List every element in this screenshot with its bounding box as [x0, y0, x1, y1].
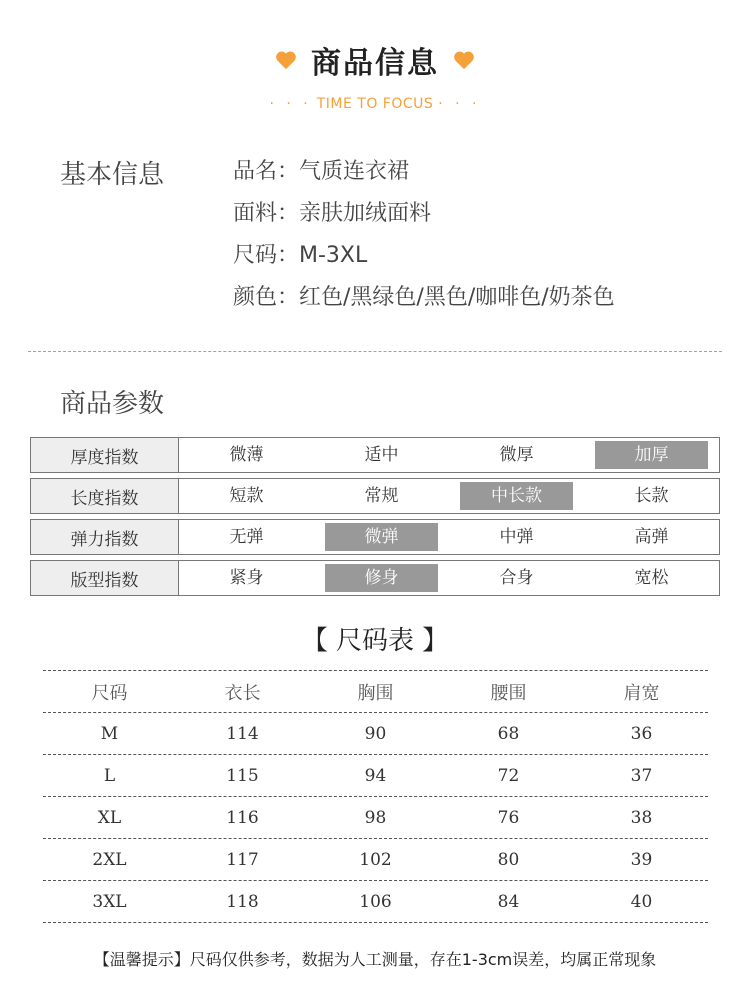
param-option: 宽松 — [634, 568, 669, 588]
table-cell: 84 — [497, 891, 520, 912]
param-option: 适中 — [364, 445, 399, 465]
table-cell: 37 — [630, 765, 653, 786]
header — [0, 38, 750, 112]
param-option-selected: 加厚 — [584, 438, 719, 472]
column-header: 衣长 — [224, 682, 261, 704]
param-option-selected: 中长款 — [449, 479, 584, 513]
param-name: 版型指数 — [31, 561, 179, 595]
param-option-selected: 微弹 — [314, 520, 449, 554]
param-option: 合身 — [499, 568, 534, 588]
table-row — [43, 713, 708, 755]
column-header: 胸围 — [357, 682, 394, 704]
table-cell: 115 — [226, 765, 259, 786]
basic-info-heading: 基本信息 — [60, 160, 165, 190]
table-cell: M — [100, 723, 119, 744]
table-cell: 38 — [630, 807, 653, 828]
info-row-size: 尺码：M-3XL — [233, 243, 368, 268]
table-cell: 106 — [359, 891, 392, 912]
table-row — [43, 839, 708, 881]
table-cell: 68 — [497, 723, 520, 744]
column-header: 腰围 — [490, 682, 527, 704]
param-option: 紧身 — [229, 568, 264, 588]
param-name: 厚度指数 — [31, 438, 179, 472]
param-option: 常规 — [364, 486, 399, 506]
table-header-row — [43, 671, 708, 713]
info-row-fabric: 面料：亲肤加绒面料 — [233, 201, 432, 226]
param-option-selected: 修身 — [314, 561, 449, 595]
param-option: 中弹 — [499, 527, 534, 547]
subtitle-text: TIME TO FOCUS — [316, 96, 434, 112]
heart-icon — [275, 50, 297, 70]
heart-icon — [453, 50, 475, 70]
param-option: 微薄 — [229, 445, 264, 465]
table-cell: 98 — [364, 807, 387, 828]
table-cell: 94 — [364, 765, 387, 786]
param-row-length — [30, 478, 720, 514]
table-row — [43, 755, 708, 797]
table-cell: 116 — [226, 807, 259, 828]
table-cell: 118 — [226, 891, 259, 912]
table-cell: 117 — [226, 849, 259, 870]
param-option: 微厚 — [499, 445, 534, 465]
param-option: 长款 — [634, 486, 669, 506]
page-title: 商品信息 — [311, 46, 439, 81]
table-row — [43, 881, 708, 923]
column-header: 尺码 — [91, 682, 128, 704]
table-cell: 76 — [497, 807, 520, 828]
params-heading: 商品参数 — [60, 389, 165, 419]
size-table — [43, 670, 708, 923]
table-cell: 40 — [630, 891, 653, 912]
section-divider — [28, 351, 722, 352]
size-chart-title: 【 尺码表 】 — [301, 626, 449, 656]
table-cell: 72 — [497, 765, 520, 786]
param-row-fit — [30, 560, 720, 596]
param-row-elasticity — [30, 519, 720, 555]
table-cell: 90 — [364, 723, 387, 744]
param-option: 高弹 — [634, 527, 669, 547]
title-row — [0, 38, 750, 82]
column-header: 肩宽 — [623, 682, 660, 704]
table-cell: 2XL — [92, 849, 127, 870]
param-name: 长度指数 — [31, 479, 179, 513]
table-cell: 80 — [497, 849, 520, 870]
subtitle-dots-right: · · · — [438, 96, 481, 112]
basic-info-list — [233, 154, 615, 322]
table-row — [43, 797, 708, 839]
table-cell: 3XL — [92, 891, 127, 912]
table-cell: L — [103, 765, 116, 786]
table-cell: 36 — [630, 723, 653, 744]
table-cell: XL — [97, 807, 122, 828]
info-row-color: 颜色：红色/黑绿色/黑色/咖啡色/奶茶色 — [233, 285, 615, 310]
table-cell: 114 — [226, 723, 259, 744]
table-cell: 102 — [359, 849, 392, 870]
param-name: 弹力指数 — [31, 520, 179, 554]
info-row-name: 品名：气质连衣裙 — [233, 159, 410, 184]
footer-note: 【温馨提示】尺码仅供参考，数据为人工测量，存在1-3cm误差，均属正常现象 — [93, 950, 657, 969]
param-option: 短款 — [229, 486, 264, 506]
subtitle — [0, 96, 750, 112]
param-row-thickness — [30, 437, 720, 473]
subtitle-dots-left: · · · — [269, 96, 312, 112]
params-table — [30, 437, 720, 601]
param-option: 无弹 — [229, 527, 264, 547]
table-cell: 39 — [630, 849, 653, 870]
